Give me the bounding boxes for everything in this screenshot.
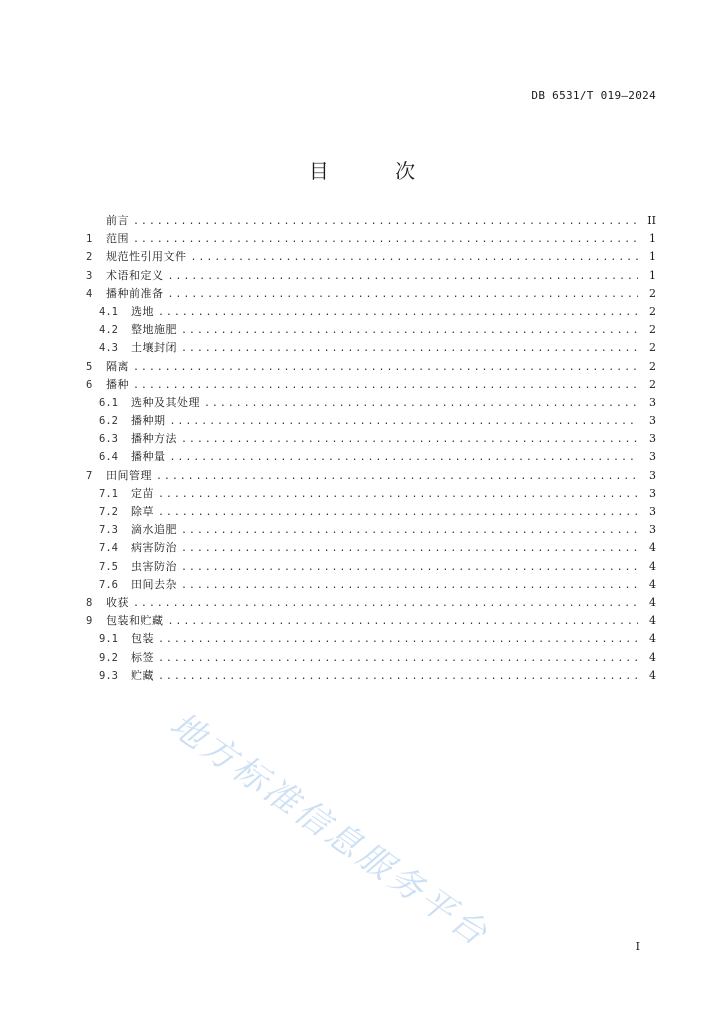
toc-entry-number: 7.5: [99, 560, 118, 573]
toc-entry[interactable]: [86, 612, 656, 630]
toc-entry[interactable]: [86, 321, 656, 339]
toc-dot-leader: [181, 577, 638, 595]
toc-entry-number: 6.3: [99, 433, 118, 446]
toc-entry[interactable]: [86, 285, 656, 303]
toc-entry-label: 播种期: [131, 414, 166, 428]
toc-dot-leader: [158, 504, 638, 522]
toc-dot-leader: [181, 431, 638, 449]
toc-entry-page: 3: [649, 486, 656, 500]
toc-dot-leader: [170, 449, 639, 467]
toc-dot-leader: [158, 650, 638, 668]
toc-entry-page: 1: [649, 232, 656, 246]
toc-entry-label: 整地施肥: [131, 323, 177, 337]
toc-entry-label: 播种: [106, 377, 129, 391]
toc-entry-number: 4.3: [99, 342, 118, 355]
toc-entry[interactable]: [86, 667, 656, 685]
toc-dot-leader: [168, 286, 639, 304]
toc-dot-leader: [181, 322, 638, 340]
watermark: 地方标准信息服务平台: [162, 704, 497, 956]
toc-dot-leader: [133, 359, 638, 377]
toc-entry[interactable]: [86, 230, 656, 248]
toc-entry[interactable]: [86, 576, 656, 594]
page-number: I: [635, 940, 640, 953]
toc-entry-number: 4.2: [99, 324, 118, 337]
toc-entry-page: 3: [649, 395, 656, 409]
toc-entry[interactable]: [86, 248, 656, 266]
toc-entry-label: 包装: [131, 632, 154, 646]
toc-entry-label: 前言: [106, 214, 129, 227]
toc-entry-page: 4: [649, 668, 656, 682]
toc-entry[interactable]: [86, 467, 656, 485]
toc-dot-leader: [158, 668, 638, 686]
toc-entry-number: 7.6: [99, 578, 118, 591]
toc-entry[interactable]: [86, 358, 656, 376]
toc-entry-number: 9.2: [99, 651, 118, 664]
toc-dot-leader: [133, 377, 638, 395]
toc-entry-page: 2: [649, 377, 656, 391]
toc-entry-label: 播种量: [131, 450, 166, 464]
toc-dot-leader: [158, 486, 638, 504]
toc-dot-leader: [156, 468, 638, 486]
toc-entry-label: 田间管理: [106, 468, 152, 482]
toc-entry-label: 范围: [106, 232, 129, 246]
toc-dot-leader: [181, 559, 638, 577]
toc-entry[interactable]: [86, 649, 656, 667]
toc-entry[interactable]: [86, 485, 656, 503]
page-title: 目 次: [308, 159, 446, 183]
toc-entry-number: 4: [86, 287, 93, 300]
toc-entry-number: 9.1: [99, 633, 118, 646]
toc-entry[interactable]: [86, 430, 656, 448]
toc-entry-page: 4: [649, 559, 656, 573]
toc-entry-page: 3: [649, 432, 656, 446]
toc-entry-number: 6.2: [99, 415, 118, 428]
toc-entry[interactable]: [86, 594, 656, 612]
toc-entry-label: 选地: [131, 304, 154, 318]
toc-entry-number: 7.4: [99, 542, 118, 555]
toc-entry-label: 除草: [131, 505, 154, 518]
toc-entry-page: 2: [649, 304, 656, 318]
toc-entry-page: 3: [649, 523, 656, 537]
toc-entry-number: 7.2: [99, 506, 118, 518]
toc-entry-number: 3: [86, 269, 93, 282]
toc-entry-page: 3: [649, 468, 656, 482]
toc-entry-page: 3: [649, 414, 656, 428]
toc-dot-leader: [181, 540, 638, 558]
toc-entry-page: 4: [649, 632, 656, 646]
toc-entry[interactable]: [86, 376, 656, 394]
toc-entry-label: 标签: [131, 650, 154, 664]
toc-dot-leader: [181, 340, 638, 358]
toc-entry-label: 包装和贮藏: [106, 614, 164, 628]
toc-entry-number: 7.1: [99, 487, 118, 500]
toc-entry-label: 选种及其处理: [131, 395, 200, 409]
toc-entry[interactable]: [86, 339, 656, 357]
toc-entry-label: 滴水追肥: [131, 523, 177, 537]
toc-dot-leader: [204, 395, 638, 413]
toc-entry-number: 6: [86, 378, 93, 391]
toc-entry-number: 5: [86, 360, 93, 373]
toc-entry-label: 土壤封闭: [131, 341, 177, 355]
toc-entry-page: 3: [649, 450, 656, 464]
toc-dot-leader: [191, 249, 639, 267]
toc-entry-page: 4: [649, 595, 656, 609]
toc-dot-leader: [158, 631, 638, 649]
toc-entry-label: 术语和定义: [106, 268, 164, 282]
toc-entry-page: 2: [649, 359, 656, 373]
toc-entry[interactable]: [86, 267, 656, 285]
toc-entry-page: 4: [649, 614, 656, 628]
toc-entry-page: II: [647, 214, 656, 227]
toc-entry[interactable]: [86, 303, 656, 321]
toc-entry-page: 4: [649, 541, 656, 555]
toc-entry[interactable]: [86, 521, 656, 539]
toc-dot-leader: [168, 268, 639, 286]
toc-entry[interactable]: [86, 539, 656, 557]
toc-entry-label: 田间去杂: [131, 577, 177, 591]
toc-dot-leader: [168, 613, 639, 631]
toc-entry-number: 9: [86, 615, 93, 628]
toc-entry-number: 7.3: [99, 524, 118, 537]
toc-entry-number: 8: [86, 596, 93, 609]
toc-entry-number: 6.1: [99, 396, 118, 409]
toc-dot-leader: [181, 522, 638, 540]
table-of-contents: [86, 212, 656, 685]
toc-dot-leader: [133, 213, 638, 231]
toc-entry-label: 隔离: [106, 359, 129, 373]
toc-entry-page: 1: [649, 268, 656, 282]
toc-entry-number: 7: [86, 469, 93, 482]
toc-entry-label: 病害防治: [131, 541, 177, 555]
toc-entry[interactable]: [86, 503, 656, 521]
toc-dot-leader: [158, 304, 638, 322]
toc-entry[interactable]: [86, 394, 656, 412]
toc-entry-page: 2: [649, 286, 656, 300]
toc-entry-page: 4: [649, 650, 656, 664]
toc-entry-label: 虫害防治: [131, 559, 177, 573]
toc-entry[interactable]: [86, 448, 656, 466]
toc-entry[interactable]: [86, 558, 656, 576]
toc-entry-label: 播种前准备: [106, 286, 164, 300]
toc-dot-leader: [170, 413, 639, 431]
toc-entry-label: 收获: [106, 595, 129, 609]
toc-entry[interactable]: [86, 212, 656, 230]
toc-entry-page: 1: [649, 250, 656, 264]
toc-entry-label: 定苗: [131, 486, 154, 500]
toc-entry[interactable]: [86, 630, 656, 648]
toc-entry-number: 4.1: [99, 305, 118, 318]
toc-entry-number: 9.3: [99, 669, 118, 682]
toc-entry-number: 6.4: [99, 451, 118, 464]
toc-entry-page: 3: [649, 505, 656, 518]
document-code: DB 6531/T 019—2024: [531, 89, 656, 102]
toc-entry-label: 规范性引用文件: [106, 250, 187, 264]
toc-entry-page: 2: [649, 323, 656, 337]
toc-dot-leader: [133, 595, 638, 613]
toc-entry-number: 2: [86, 251, 93, 264]
toc-entry-page: 2: [649, 341, 656, 355]
toc-entry-label: 贮藏: [131, 668, 154, 682]
toc-entry-label: 播种方法: [131, 432, 177, 446]
toc-entry-number: 1: [86, 233, 93, 246]
toc-entry[interactable]: [86, 412, 656, 430]
toc-dot-leader: [133, 231, 638, 249]
toc-entry-page: 4: [649, 577, 656, 591]
